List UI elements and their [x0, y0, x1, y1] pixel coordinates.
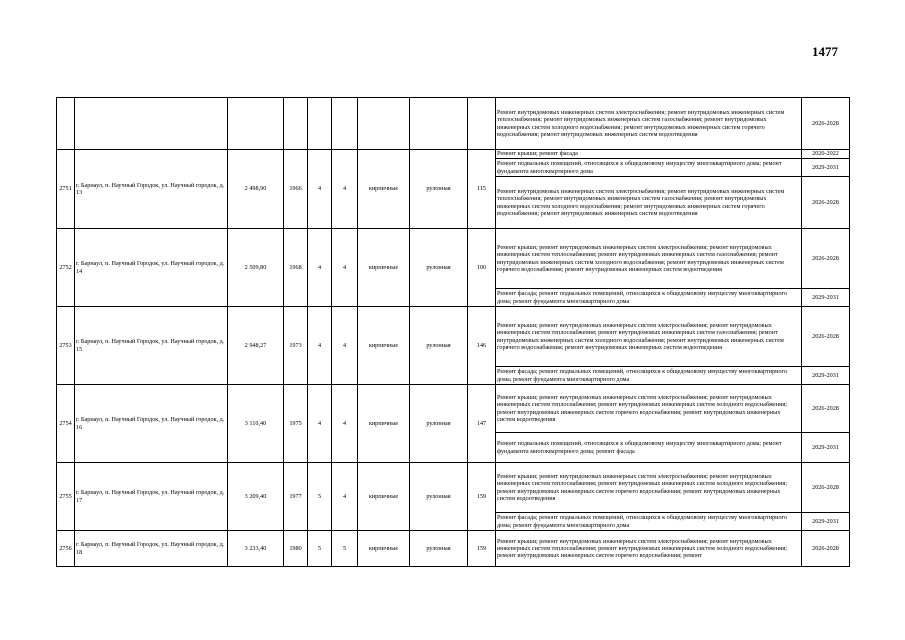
work-description: Ремонт крыши; ремонт фасада [496, 150, 802, 159]
build-year: 1973 [284, 307, 308, 385]
building-area: 2 509,80 [228, 229, 284, 307]
table-row [57, 385, 850, 433]
table-row [57, 531, 850, 567]
roof-type: рулонная [410, 150, 468, 229]
building-address: г. Барнаул, п. Научный Городок, ул. Научный городок, д. 15 [75, 307, 228, 385]
table-row [57, 229, 850, 289]
table-row [57, 463, 850, 513]
work-period: 2026-2028 [802, 531, 850, 567]
wall-material: кирпичные [358, 307, 410, 385]
residents-count: 115 [468, 150, 496, 229]
work-description: Ремонт крыши; ремонт внутридомовых инженерных систем электроснабжения; ремонт внутридомовых инженерных систем теплоснабжения; ремонт внутридомовых инженерных систем холодного водоснабжения; ремонт внутридомовых инженерных систем горячего водоснабжения; ремонт внутридомовых инженерных систем водоотведения [496, 385, 802, 433]
work-description: Ремонт фасада; ремонт подвальных помещений, относящихся к общедомовому имуществу многоквартирного дома; ремонт фундамента многоквартирного дома [496, 513, 802, 531]
work-period: 2026-2028 [802, 385, 850, 433]
empty-cell [228, 98, 284, 150]
wall-material: кирпичные [358, 385, 410, 463]
work-period: 2029-2031 [802, 367, 850, 385]
empty-cell [468, 98, 496, 150]
work-period: 2026-2028 [802, 229, 850, 289]
work-description: Ремонт внутридомовых инженерных систем электроснабжения; ремонт внутридомовых инженерных систем теплоснабжения; ремонт внутридомовых инженерных систем газоснабжения; ремонт внутридомовых инженерных систем холодного водоснабжения; ремонт внутридомовых инженерных систем горячего водоснабжения; ремонт внутридомовых инженерных систем водоотведения [496, 98, 802, 150]
row-number: 2756 [57, 531, 75, 567]
entrances-count: 4 [332, 229, 358, 307]
building-area: 3 233,40 [228, 531, 284, 567]
work-description: Ремонт крыши; ремонт внутридомовых инженерных систем электроснабжения; ремонт внутридомовых инженерных систем теплоснабжения; ремонт внутридомовых инженерных систем холодного водоснабжения; ремонт внутридомовых инженерных систем горячего водоснабжения; ремонт внутридомовых инженерных систем водоотведения [496, 463, 802, 513]
build-year: 1980 [284, 531, 308, 567]
work-period: 2026-2028 [802, 463, 850, 513]
building-address: г. Барнаул, п. Научный Городок, ул. Научный городок, д. 16 [75, 385, 228, 463]
work-period: 2020-2022 [802, 150, 850, 159]
work-description: Ремонт фасада; ремонт подвальных помещений, относящихся к общедомовому имуществу многоквартирного дома; ремонт фундамента многоквартирного дома [496, 289, 802, 307]
empty-cell [308, 98, 332, 150]
capital-repair-table [56, 97, 850, 567]
entrances-count: 5 [332, 531, 358, 567]
work-period: 2029-2031 [802, 289, 850, 307]
empty-cell [75, 98, 228, 150]
entrances-count: 4 [332, 307, 358, 385]
work-period: 2026-2028 [802, 307, 850, 367]
building-area: 2 948,27 [228, 307, 284, 385]
page-number: 1477 [812, 44, 838, 59]
floors-count: 4 [308, 307, 332, 385]
empty-cell [332, 98, 358, 150]
work-description: Ремонт крыши; ремонт внутридомовых инженерных систем электроснабжения; ремонт внутридомовых инженерных систем теплоснабжения; ремонт внутридомовых инженерных систем газоснабжения; ремонт внутридомовых инженерных систем холодного водоснабжения; ремонт внутридомовых инженерных систем горячего водоснабжения; ремонт внутридомовых инженерных систем водоотведения [496, 229, 802, 289]
work-description: Ремонт крыши; ремонт внутридомовых инженерных систем электроснабжения; ремонт внутридомовых инженерных систем теплоснабжения; ремонт внутридомовых инженерных систем холодного водоснабжения; ремонт внутридомовых инженерных систем горячего водоснабжения; ремонт [496, 531, 802, 567]
table-row [57, 98, 850, 150]
row-number: 2753 [57, 307, 75, 385]
row-number: 2751 [57, 150, 75, 229]
wall-material: кирпичные [358, 150, 410, 229]
wall-material: кирпичные [358, 531, 410, 567]
building-address: г. Барнаул, п. Научный Городок, ул. Научный городок, д. 13 [75, 150, 228, 229]
work-period: 2029-2031 [802, 159, 850, 177]
row-number: 2755 [57, 463, 75, 531]
residents-count: 146 [468, 307, 496, 385]
building-address: г. Барнаул, п. Научный Городок, ул. Научный городок, д. 18 [75, 531, 228, 567]
build-year: 1968 [284, 229, 308, 307]
row-number: 2754 [57, 385, 75, 463]
work-period: 2026-2028 [802, 177, 850, 229]
roof-type: рулонная [410, 307, 468, 385]
build-year: 1966 [284, 150, 308, 229]
build-year: 1977 [284, 463, 308, 531]
floors-count: 4 [308, 150, 332, 229]
work-period: 2029-2031 [802, 513, 850, 531]
work-description: Ремонт подвальных помещений, относящихся к общедомовому имуществу многоквартирного дома; ремонт фундамента многоквартирного дома; ремонт фасада [496, 433, 802, 463]
roof-type: рулонная [410, 229, 468, 307]
empty-cell [358, 98, 410, 150]
roof-type: рулонная [410, 385, 468, 463]
work-period: 2026-2028 [802, 98, 850, 150]
empty-cell [284, 98, 308, 150]
building-area: 3 110,40 [228, 385, 284, 463]
wall-material: кирпичные [358, 463, 410, 531]
residents-count: 100 [468, 229, 496, 307]
roof-type: рулонная [410, 531, 468, 567]
wall-material: кирпичные [358, 229, 410, 307]
empty-cell [410, 98, 468, 150]
empty-cell [57, 98, 75, 150]
work-period: 2029-2031 [802, 433, 850, 463]
roof-type: рулонная [410, 463, 468, 531]
residents-count: 159 [468, 463, 496, 531]
building-address: г. Барнаул, п. Научный Городок, ул. Научный городок, д. 17 [75, 463, 228, 531]
work-description: Ремонт фасада; ремонт подвальных помещений, относящихся к общедомовому имуществу многоквартирного дома; ремонт фундамента многоквартирного дома [496, 367, 802, 385]
work-description: Ремонт подвальных помещений, относящихся к общедомовому имуществу многоквартирного дома; ремонт фундамента многоквартирного дома [496, 159, 802, 177]
residents-count: 159 [468, 531, 496, 567]
work-description: Ремонт внутридомовых инженерных систем электроснабжения; ремонт внутридомовых инженерных систем теплоснабжения; ремонт внутридомовых инженерных систем газоснабжения; ремонт внутридомовых инженерных систем холодного водоснабжения; ремонт внутридомовых инженерных систем горячего водоснабжения; ремонт внутридомовых инженерных систем водоотведения [496, 177, 802, 229]
entrances-count: 4 [332, 150, 358, 229]
floors-count: 5 [308, 463, 332, 531]
table-row [57, 307, 850, 367]
building-address: г. Барнаул, п. Научный Городок, ул. Научный городок, д. 14 [75, 229, 228, 307]
work-description: Ремонт крыши; ремонт внутридомовых инженерных систем электроснабжения; ремонт внутридомовых инженерных систем теплоснабжения; ремонт внутридомовых инженерных систем газоснабжения; ремонт внутридомовых инженерных систем холодного водоснабжения; ремонт внутридомовых инженерных систем горячего водоснабжения; ремонт внутридомовых инженерных систем водоотведения [496, 307, 802, 367]
floors-count: 5 [308, 531, 332, 567]
building-area: 2 498,90 [228, 150, 284, 229]
entrances-count: 4 [332, 463, 358, 531]
entrances-count: 4 [332, 385, 358, 463]
residents-count: 147 [468, 385, 496, 463]
building-area: 3 209,40 [228, 463, 284, 531]
build-year: 1975 [284, 385, 308, 463]
floors-count: 4 [308, 385, 332, 463]
floors-count: 4 [308, 229, 332, 307]
table-row [57, 150, 850, 159]
row-number: 2752 [57, 229, 75, 307]
